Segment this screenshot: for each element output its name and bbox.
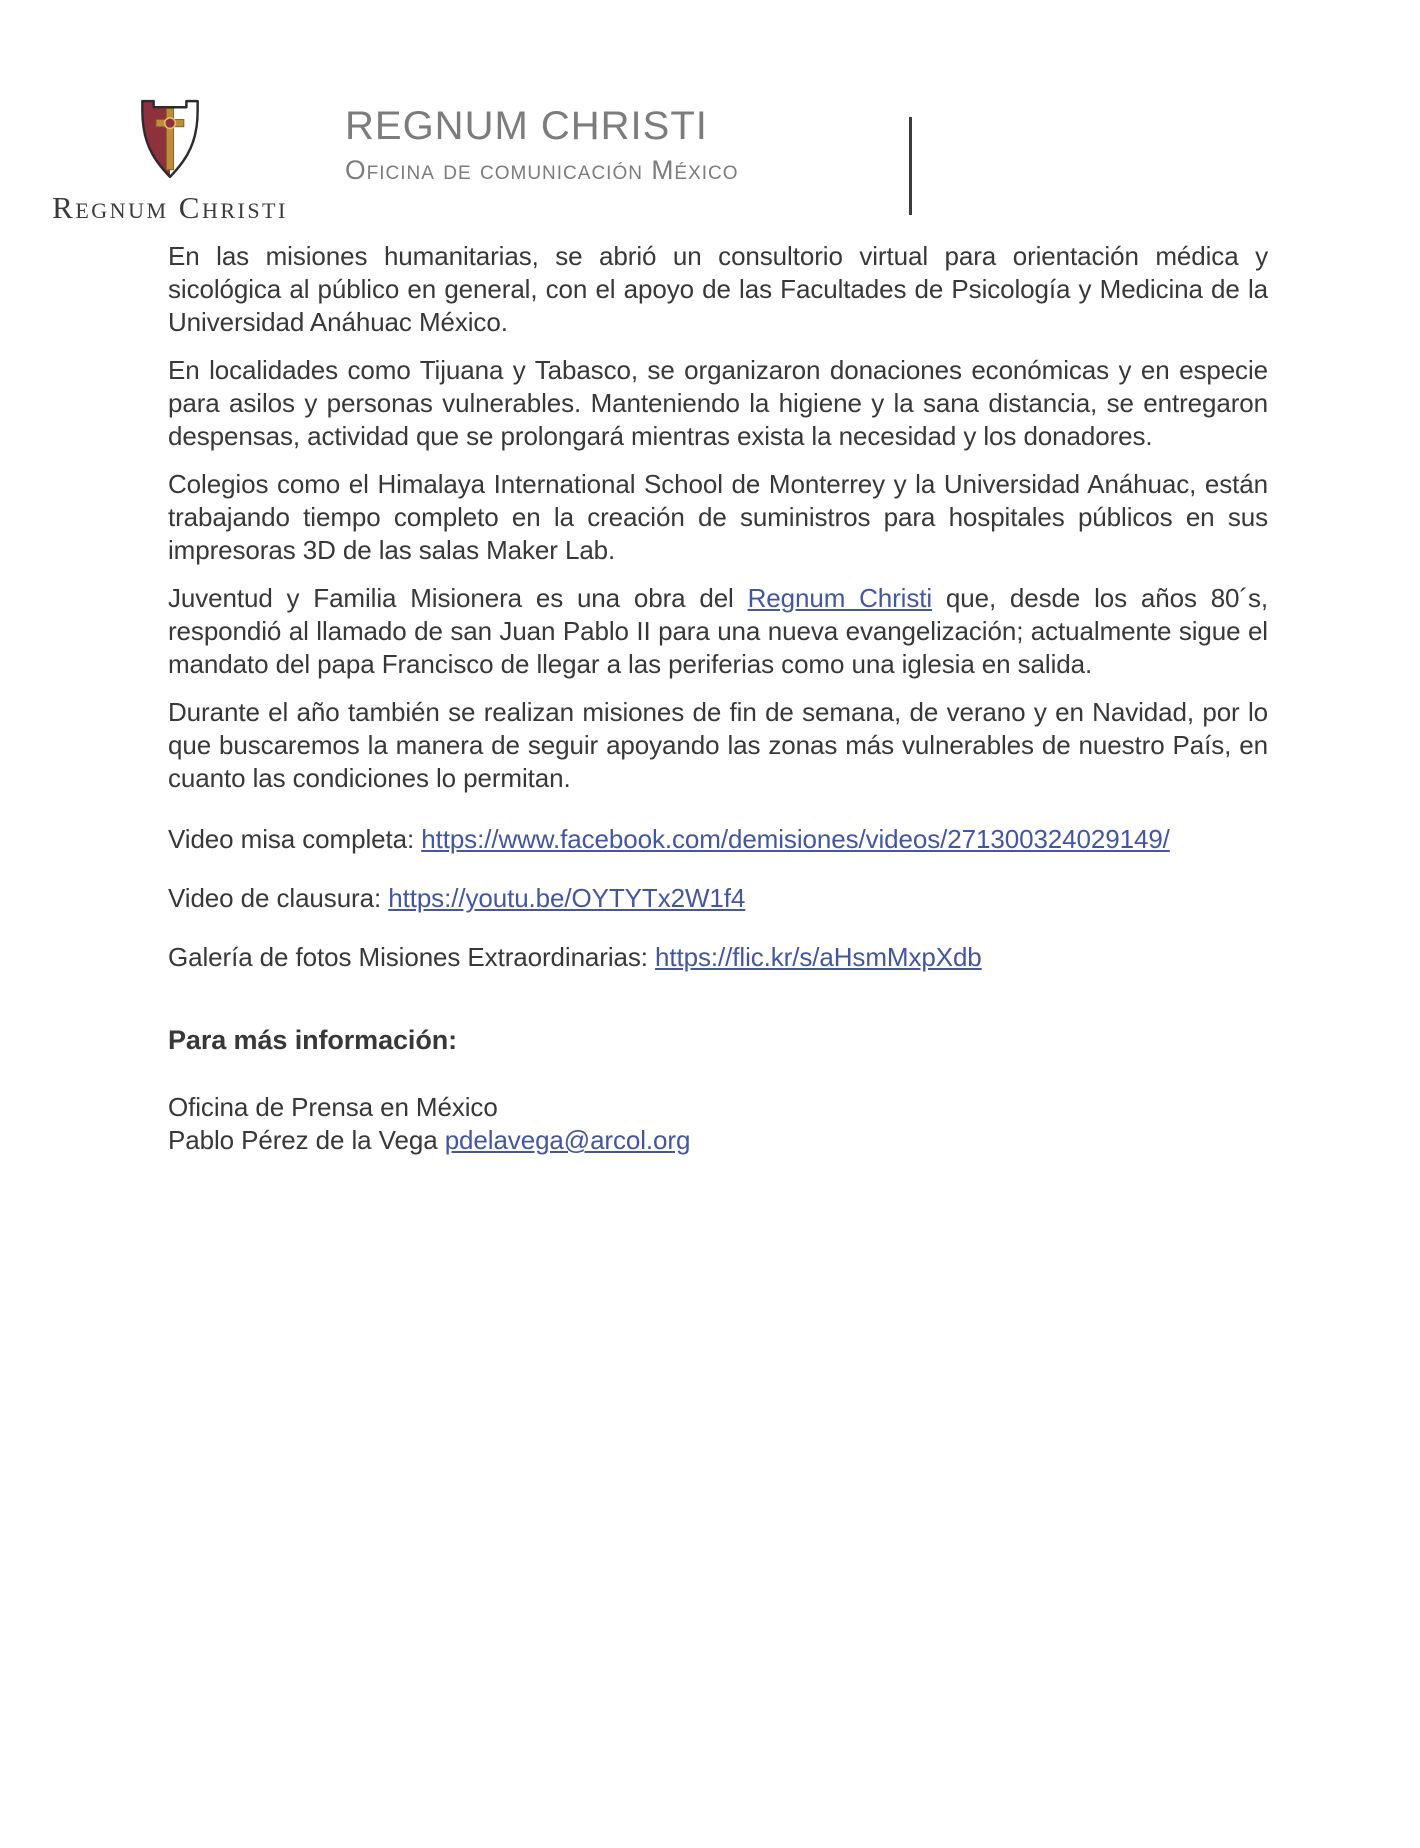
email-link[interactable]: pdelavega@arcol.org: [444, 1125, 691, 1155]
contact-block: [168, 1091, 1268, 1157]
contact-person-line: [168, 1124, 1268, 1157]
link-label: Video misa completa:: [168, 824, 422, 854]
regnum-christi-shield-icon: [136, 96, 204, 182]
logo-wordmark: Regnum Christi: [52, 190, 288, 225]
flickr-gallery-link[interactable]: https://flic.kr/s/aHsmMxpXdb: [655, 942, 982, 972]
paragraph-consultorio-virtual: En las misiones humanitarias, se abrió un consultorio virtual para orientación médica y sicológica al público en general, con el apoyo de las Facultades de Psicología y Medicina de la Universidad Anáhuac México.: [168, 241, 1268, 337]
video-misa-line: [168, 823, 1268, 856]
logo-block: [45, 96, 295, 226]
galeria-fotos-line: [168, 941, 1268, 974]
header-title: REGNUM CHRISTI: [345, 104, 708, 148]
contact-name: Pablo Pérez de la Vega: [168, 1125, 445, 1155]
contact-heading: Para más información:: [168, 1025, 457, 1055]
paragraph-misiones-anuales: Durante el año también se realizan misiones de fin de semana, de verano y en Navidad, por lo que buscaremos la manera de seguir apoyando las zonas más vulnerables de nuestro País, en cuanto las condiciones lo permitan.: [168, 697, 1268, 793]
regnum-christi-link[interactable]: Regnum Christi: [747, 583, 933, 613]
link-label: Galería de fotos Misiones Extraordinarias:: [168, 942, 656, 972]
video-clausura-line: [168, 882, 1268, 915]
paragraph-text: Juventud y Familia Misionera es una obra del: [168, 583, 748, 613]
paragraph-colegios-3d: Colegios como el Himalaya International School de Monterrey y la Universidad Anáhuac, están trabajando tiempo completo en la creación de suministros para hospitales públicos en sus impresoras 3D de las salas Maker Lab.: [168, 469, 1268, 565]
contact-office: Oficina de Prensa en México: [168, 1092, 498, 1122]
document-body: [168, 240, 1268, 1157]
paragraph-juventud-familia: [168, 582, 1268, 681]
header-divider: [909, 117, 912, 215]
facebook-video-link[interactable]: https://www.facebook.com/demisiones/videos/271300324029149/: [421, 824, 1170, 854]
paragraph-text: que, desde los años 80´s, respondió al llamado de san Juan Pablo II para una nueva evangelización; actualmente sigue el mandato del papa Francisco de llegar a las periferias como una iglesia en salida.: [168, 583, 1268, 679]
header-subtitle: Oficina de comunicación México: [345, 155, 739, 185]
youtube-video-link[interactable]: https://youtu.be/OYTYTx2W1f4: [388, 883, 746, 913]
letterhead: [345, 104, 739, 186]
paragraph-donaciones: En localidades como Tijuana y Tabasco, se organizaron donaciones económicas y en especie para asilos y personas vulnerables. Manteniendo la higiene y la sana distancia, se entregaron despensas, actividad que se prolongará mientras exista la necesidad y los donadores.: [168, 355, 1268, 451]
link-label: Video de clausura:: [168, 883, 389, 913]
